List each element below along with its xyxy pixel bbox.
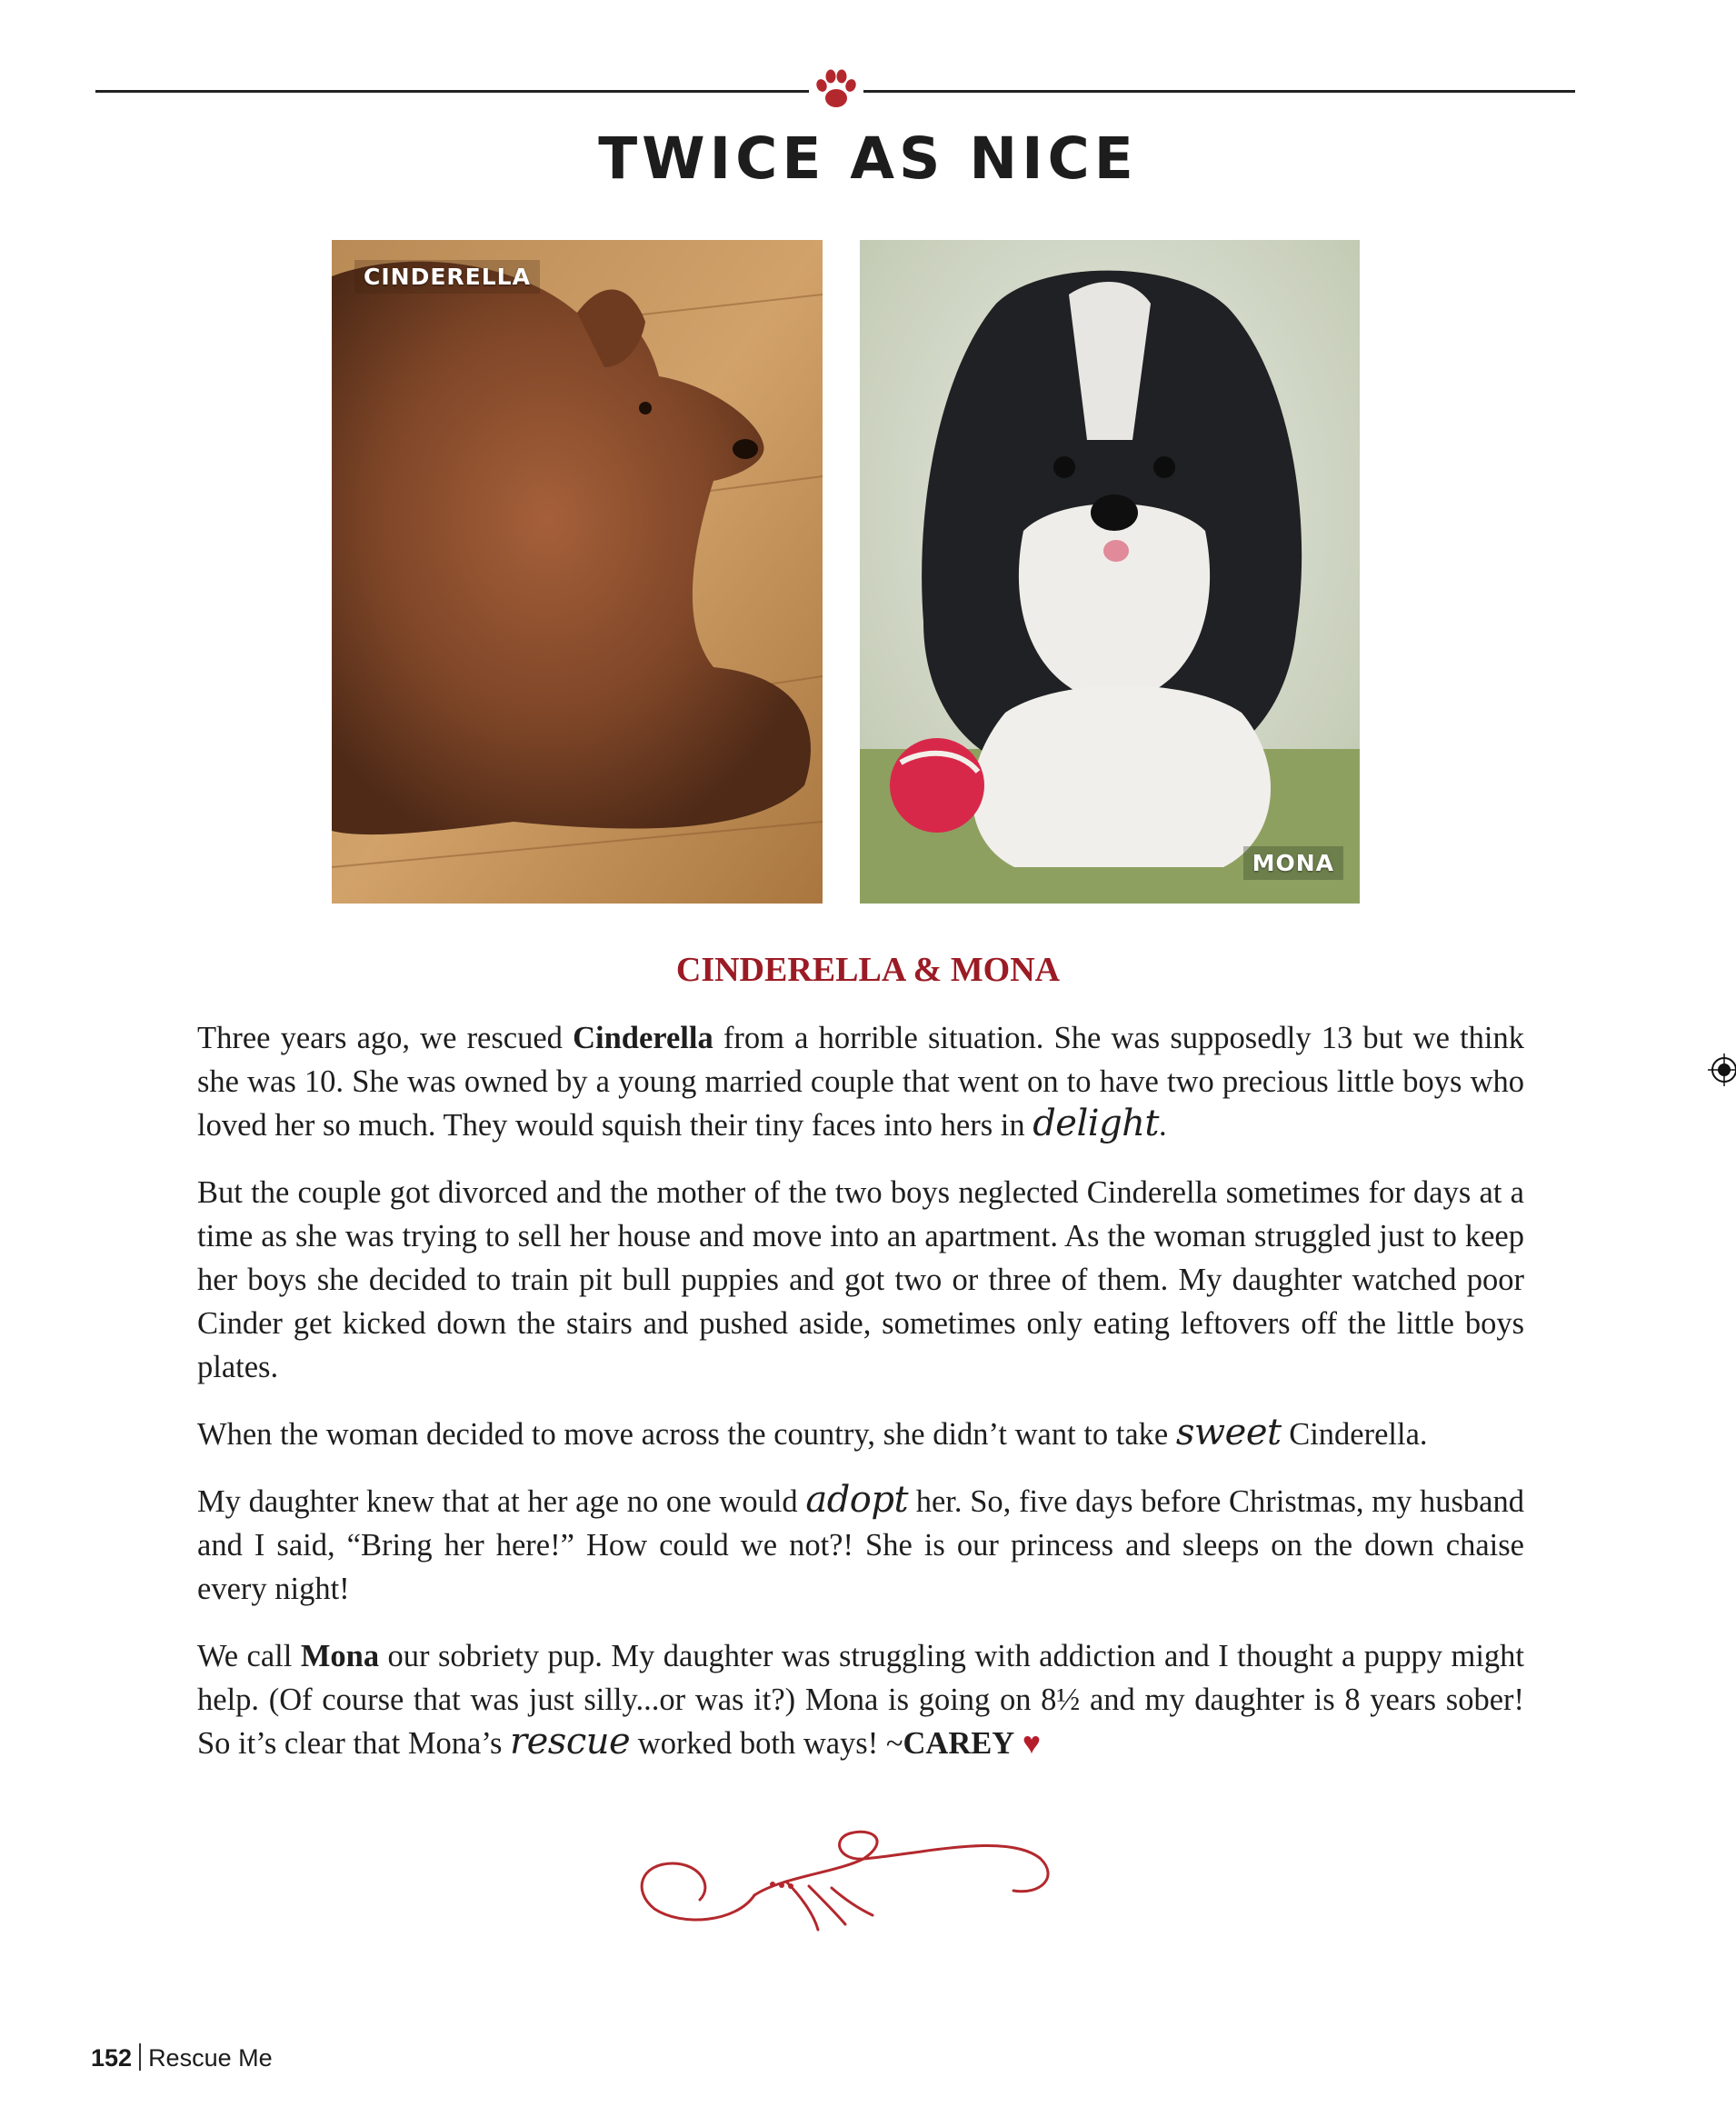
page-footer: [91, 2043, 273, 2072]
cinderella-label: CINDERELLA: [354, 260, 540, 294]
script-word-delight: delight: [1033, 1103, 1160, 1144]
story-heading: CINDERELLA & MONA: [675, 951, 1061, 989]
mona-label: MONA: [1243, 846, 1343, 880]
footer-divider: [139, 2043, 141, 2071]
script-word-sweet: sweet: [1175, 1412, 1282, 1453]
registration-mark-icon: [1708, 1054, 1736, 1086]
book-title: Rescue Me: [148, 2044, 273, 2072]
heart-icon: ♥: [1022, 1727, 1041, 1761]
story-paragraph-4: My daughter knew that at her age no one would adopt her. So, five days before Christmas, my husband and I said, “Bring her here!” How could we not?! She is our princess and sleeps on the down chaise every night!: [197, 1479, 1524, 1606]
page-number: 152: [91, 2044, 133, 2072]
script-word-adopt: adopt: [805, 1479, 909, 1521]
mona-photo: [860, 240, 1360, 904]
story-paragraph-1: Three years ago, we rescued Cinderella from a horrible situation. She was supposedly 13 but we think she was 10. She was owned by a young married couple that went on to have two precious little boys who loved her so much. They would squish their tiny faces into hers in delight.: [197, 1021, 1524, 1144]
mona-name: Mona: [300, 1639, 380, 1673]
story-paragraph-3: When the woman decided to move across the country, she didn’t want to take sweet Cinderella.: [197, 1412, 1428, 1453]
cinderella-name: Cinderella: [573, 1021, 713, 1055]
flourish-ornament: [627, 1822, 1054, 1941]
header-rule-left: [95, 90, 809, 93]
story-paragraph-2: But the couple got divorced and the mother of the two boys neglected Cinderella sometimes for days at a time as she was trying to sell her house and move into an apartment. As the woman struggled just to keep her boys she decided to train pit bull puppies and got two or three of them. My daughter watched poor Cinder get kicked down the stairs and pushed aside, sometimes only eating leftovers off the little boys plates.: [197, 1175, 1524, 1384]
header-rule-right: [863, 90, 1575, 93]
signature: CAREY: [903, 1726, 1015, 1761]
script-word-rescue: rescue: [510, 1721, 631, 1763]
page-title: TWICE AS NICE: [598, 125, 1138, 192]
story-body: [197, 1016, 1524, 1790]
cinderella-photo: [332, 240, 823, 904]
paw-icon: [813, 65, 859, 113]
story-paragraph-5: We call Mona our sobriety pup. My daughter was struggling with addiction and I thought a puppy might help. (Of course that was just silly...or was it?) Mona is going on 8½ and my daughter is 8 years sober! So it’s clear that Mona’s rescue worked both ways! ~CAREY ♥: [197, 1639, 1524, 1763]
